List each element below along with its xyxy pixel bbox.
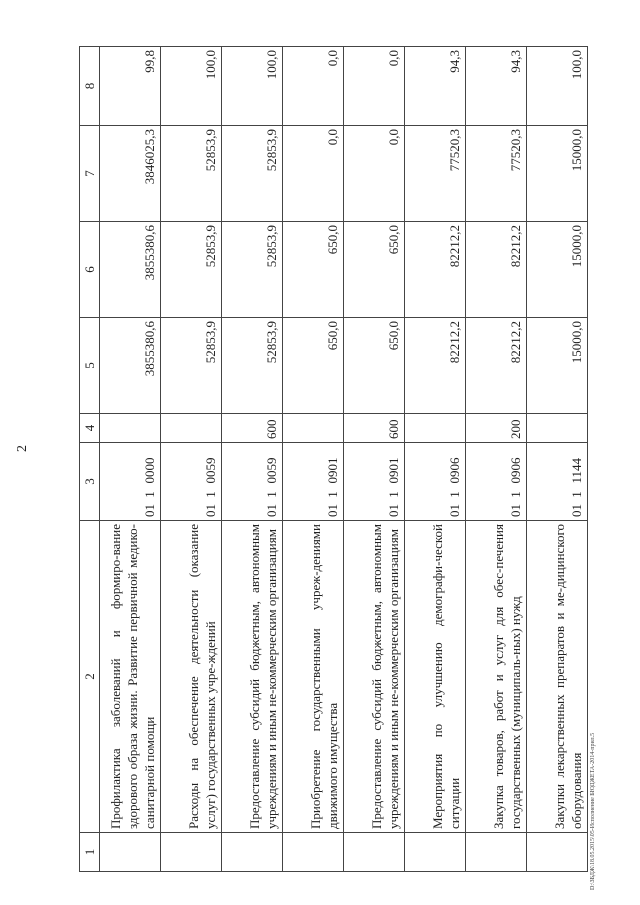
row-target-article: 0901 <box>283 443 344 487</box>
row-executed: 3846025,3 <box>100 126 161 222</box>
row-description: Закупка товаров, работ и услуг для обес-печения государственных (муниципаль-ных) нужд <box>466 521 527 833</box>
row-adjusted-plan: 650,0 <box>344 222 405 318</box>
header-col-1: 1 <box>80 833 100 872</box>
row-approved-plan: 650,0 <box>283 318 344 414</box>
row-description: Расходы на обеспечение деятельности (оказание услуг) государственных учре-ждений <box>161 521 222 833</box>
row-target-article: 0059 <box>222 443 283 487</box>
row-expense-type: 200 <box>466 414 527 443</box>
header-col-6: 6 <box>80 222 100 318</box>
row-razdel: 01 <box>527 503 588 521</box>
row-adjusted-plan: 52853,9 <box>161 222 222 318</box>
row-description: Предоставление субсидий бюджетным, автономным учреждениям и иным не-коммерческим организациям <box>344 521 405 833</box>
row-podrazdel: 1 <box>222 487 283 503</box>
row-podrazdel: 1 <box>466 487 527 503</box>
row-execution-percent: 100,0 <box>222 47 283 126</box>
row-executed: 0,0 <box>283 126 344 222</box>
row-podrazdel: 1 <box>283 487 344 503</box>
row-execution-percent: 94,3 <box>405 47 466 126</box>
row-execution-percent: 99,8 <box>100 47 161 126</box>
row-podrazdel: 1 <box>161 487 222 503</box>
rotated-table-container <box>79 47 615 872</box>
row-podrazdel: 1 <box>344 487 405 503</box>
row-target-article: 1144 <box>527 443 588 487</box>
row-approved-plan: 3855380,6 <box>100 318 161 414</box>
header-col-5: 5 <box>80 318 100 414</box>
row-razdel: 01 <box>344 503 405 521</box>
column-number-header-row <box>80 47 100 872</box>
row-execution-percent: 0,0 <box>344 47 405 126</box>
row-number-cell <box>100 833 161 872</box>
header-col-8: 8 <box>80 47 100 126</box>
row-description: Мероприятия по улучшению демографи-ческой ситуации <box>405 521 466 833</box>
row-expense-type <box>405 414 466 443</box>
row-target-article: 0901 <box>344 443 405 487</box>
page-number: 2 <box>15 445 30 452</box>
row-executed: 52853,9 <box>161 126 222 222</box>
table-row <box>161 47 222 872</box>
row-adjusted-plan: 52853,9 <box>222 222 283 318</box>
table-row <box>222 47 283 872</box>
row-approved-plan: 82212,2 <box>405 318 466 414</box>
row-approved-plan: 82212,2 <box>466 318 527 414</box>
table-row <box>527 47 588 872</box>
row-expense-type <box>283 414 344 443</box>
row-executed: 52853,9 <box>222 126 283 222</box>
table-row <box>344 47 405 872</box>
table-row <box>405 47 466 872</box>
row-description: Профилактика заболеваний и формиро-вание здорового образа жизни. Развитие первичной медико-санитарной помощи <box>100 521 161 833</box>
row-podrazdel: 1 <box>405 487 466 503</box>
row-number-cell <box>527 833 588 872</box>
row-description: Предоставление субсидий бюджетным, автономным учреждениям и иным не-коммерческим организациям <box>222 521 283 833</box>
row-execution-percent: 100,0 <box>161 47 222 126</box>
row-expense-type: 600 <box>344 414 405 443</box>
row-number-cell <box>283 833 344 872</box>
row-execution-percent: 0,0 <box>283 47 344 126</box>
row-adjusted-plan: 3855380,6 <box>100 222 161 318</box>
row-executed: 77520,3 <box>466 126 527 222</box>
header-col-2: 2 <box>80 521 100 833</box>
row-execution-percent: 94,3 <box>466 47 527 126</box>
row-target-article: 0906 <box>405 443 466 487</box>
row-razdel: 01 <box>161 503 222 521</box>
row-razdel: 01 <box>405 503 466 521</box>
header-col-7: 7 <box>80 126 100 222</box>
table-row <box>100 47 161 872</box>
table-body <box>80 47 588 872</box>
row-razdel: 01 <box>100 503 161 521</box>
row-expense-type <box>527 414 588 443</box>
footer-file-path: D:\ЗБДЖ\18.05.2015\05-Исполнение БЮДЖЕТА-2014-прил.5 <box>590 732 596 890</box>
row-number-cell <box>161 833 222 872</box>
row-adjusted-plan: 650,0 <box>283 222 344 318</box>
row-execution-percent: 100,0 <box>527 47 588 126</box>
row-number-cell <box>466 833 527 872</box>
header-col-4: 4 <box>80 414 100 443</box>
row-adjusted-plan: 82212,2 <box>466 222 527 318</box>
row-podrazdel: 1 <box>527 487 588 503</box>
row-target-article: 0059 <box>161 443 222 487</box>
row-razdel: 01 <box>222 503 283 521</box>
row-executed: 0,0 <box>344 126 405 222</box>
row-approved-plan: 52853,9 <box>161 318 222 414</box>
row-number-cell <box>222 833 283 872</box>
row-target-article: 0906 <box>466 443 527 487</box>
header-col-3: 3 <box>80 443 100 521</box>
row-target-article: 0000 <box>100 443 161 487</box>
row-description: Закупки лекарственных препаратов и ме-дицинского оборудования <box>527 521 588 833</box>
row-expense-type <box>100 414 161 443</box>
row-adjusted-plan: 82212,2 <box>405 222 466 318</box>
row-podrazdel: 1 <box>100 487 161 503</box>
row-executed: 77520,3 <box>405 126 466 222</box>
row-approved-plan: 15000,0 <box>527 318 588 414</box>
row-number-cell <box>405 833 466 872</box>
row-expense-type <box>161 414 222 443</box>
row-adjusted-plan: 15000,0 <box>527 222 588 318</box>
row-razdel: 01 <box>283 503 344 521</box>
row-approved-plan: 650,0 <box>344 318 405 414</box>
row-executed: 15000,0 <box>527 126 588 222</box>
row-expense-type: 600 <box>222 414 283 443</box>
budget-execution-table <box>79 46 588 872</box>
row-description: Приобретение государственными учреж-дениями движимого имущества <box>283 521 344 833</box>
table-row <box>283 47 344 872</box>
row-number-cell <box>344 833 405 872</box>
row-razdel: 01 <box>466 503 527 521</box>
row-approved-plan: 52853,9 <box>222 318 283 414</box>
table-row <box>466 47 527 872</box>
